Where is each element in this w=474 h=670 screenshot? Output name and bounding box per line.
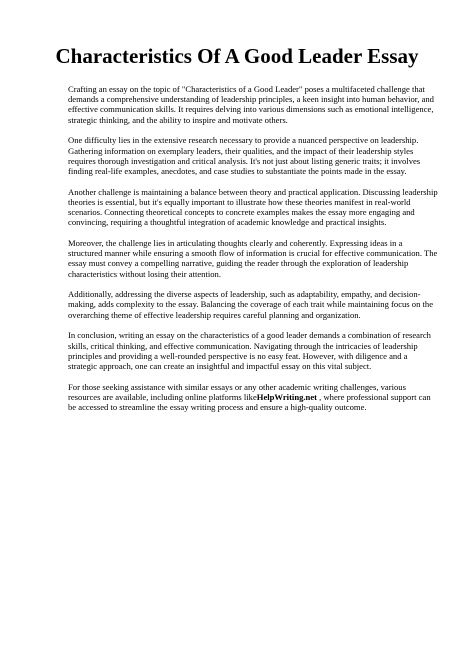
helpwriting-link[interactable]: HelpWriting.net [256,391,318,402]
paragraph-diverse-aspects: Additionally, addressing the diverse aspects of leadership, such as adaptability, empathy, and decision-making, adds complexity to the essay. Balancing the coverage of each trait while maintaining focus on the overarching theme of effective leadership requires careful planning and organization. [68,289,434,320]
paragraph-intro: Crafting an essay on the topic of "Characteristics of a Good Leader" poses a multifaceted challenge that demands a comprehensive understanding of leadership principles, a keen insight into human behavior, and effective communication skills. It requires delving into various dimensions such as emotional intelligence, strategic thinking, and the ability to inspire and motivate others. [68,84,434,125]
paragraph-clarity: Moreover, the challenge lies in articulating thoughts clearly and coherently. Expressing ideas in a structured manner while ensuring a smooth flow of information is crucial for effective communication. The essay must convey a compelling narrative, guiding the reader through the exploration of leadership characteristics without losing their attention. [68,237,438,279]
essay-body [68,84,438,423]
page-title: Characteristics Of A Good Leader Essay [55,44,419,68]
paragraph-conclusion: In conclusion, writing an essay on the characteristics of a good leader demands a combination of research skills, critical thinking, and effective communication. Navigating through the intricacies of leadership principles and providing a well-rounded perspective is no easy feat. However, with diligence and a strategic approach, one can create an insightful and impactful essay on this vital subject. [68,330,431,371]
paragraph-research: One difficulty lies in the extensive research necessary to provide a nuanced perspective on leadership. Gathering information on exemplary leaders, their qualities, and the impact of their leadership styles requires thorough investigation and critical analysis. It's not just about listing generic traits; it involves finding real-life examples, anecdotes, and case studies to substantiate the points made in the essay. [68,135,421,176]
assistance-text-after: , where professional support can be accessed to streamline the essay writing process and ensure a high-quality outcome. [68,391,431,413]
paragraph-theory-practice: Another challenge is maintaining a balance between theory and practical application. Discussing leadership theories is essential, but it's equally important to illustrate how these theories manifest in real-world scenarios. Connecting theoretical concepts to concrete examples makes the essay more engaging and convincing, requiring a thoughtful integration of academic knowledge and practical insights. [68,186,438,228]
paragraph-assistance [68,382,438,413]
assistance-text-before: For those seeking assistance with similar essays or any other academic writing challenges, various resources are available, including online platforms like [68,381,406,402]
